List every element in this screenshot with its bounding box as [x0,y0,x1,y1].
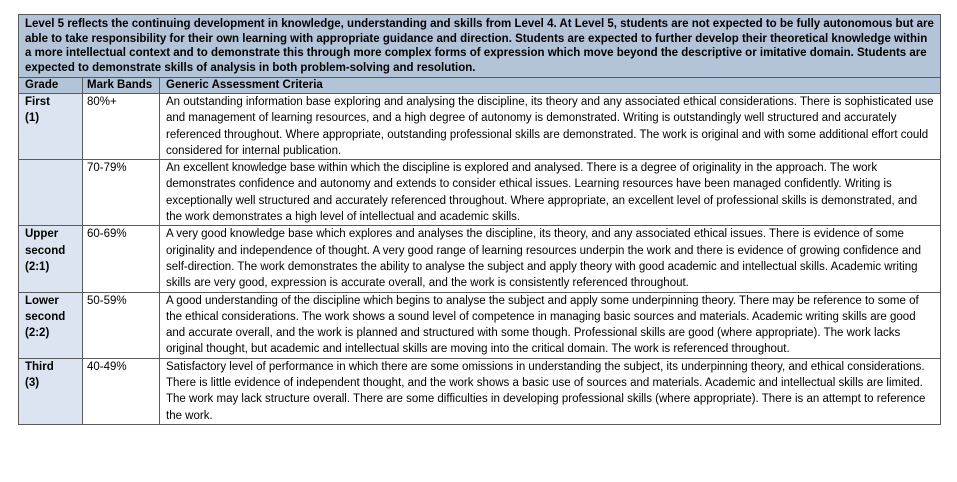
grade-cell [19,358,83,424]
grade-cell [19,93,83,159]
table-row [19,160,941,226]
criteria-text: A good understanding of the discipline which begins to analyse the subject and apply some underpinning theory. There may be reference to some of the ethical considerations. The work shows a sound level of competence in managing basic sources and materials. Academic writing skills are good and accurate overall, and the work is planned and structured with some though. Professional skills are good (where appropriate). The work lacks original thought, but academic and intellectual skills are moving into the critical domain. The work is referenced throughout. [160,292,941,358]
criteria-text: An excellent knowledge base within which the discipline is explored and analysed. There is a degree of originality in the approach. The work demonstrates confidence and autonomy and extends to consider ethical issues. Learning resources have been managed confidently. Writing is exceptionally well structured and accurately referenced throughout. Where appropriate, an excellent level of professional skills is demonstrated, and the work demonstrates a high level of intellectual and academic skills. [160,160,941,226]
header-row [19,78,941,94]
criteria-text: An outstanding information base exploring and analysing the discipline, its theory and any associated ethical considerations. There is sophisticated use and management of learning resources, and a high degree of autonomy is demonstrated. Writing is outstandingly well structured and accurately referenced throughout. Where appropriate, outstanding professional skills are demonstrated. The work is original and with some additional effort could considered for internal publication. [160,93,941,159]
grade-name: Third [25,360,54,373]
header-mark-bands: Mark Bands [83,78,160,94]
criteria-text: Satisfactory level of performance in which there are some omissions in understanding the subject, its underpinning theory, and ethical considerations. There is little evidence of independent thought, and the work shows a basic use of sources and materials. Academic and intellectual skills are limited. The work may lack structure overall. There are some difficulties in developing professional skills (where appropriate). There is an attempt to reference the work. [160,358,941,424]
criteria-text: A very good knowledge base which explores and analyses the discipline, its theory, and any associated ethical issues. There is evidence of some originality and independence of thought. A very good range of learning resources underpin the work and there is evidence of growing confidence and self-direction. The work demonstrates the ability to analyse the subject and apply theory with good academic and intellectual skills. Academic writing skills are very good, expression is accurate overall, and the work is consistently referenced throughout. [160,226,941,292]
mark-band: 50-59% [83,292,160,358]
table-row [19,358,941,424]
grade-name: Lower second [25,294,66,323]
table-row [19,226,941,292]
grade-code: (2:1) [25,260,50,273]
header-grade: Grade [19,78,83,94]
grade-cell [19,160,83,226]
grade-code: (3) [25,377,40,390]
grade-code: (2:2) [25,327,50,340]
assessment-criteria-document [18,14,940,425]
level-5-intro: Level 5 reflects the continuing development in knowledge, understanding and skills from Level 4. At Level 5, students are not expected to be fully autonomous but are able to take responsibility for their own learning with appropriate guidance and direction. Students are expected to further develop their theoretical knowledge within a more intellectual context and to demonstrate this through more complex forms of expression which move beyond the descriptive or imitative domain. Students are expected to demonstrate skills of analysis in both problem-solving and resolution. [19,15,941,78]
grade-cell [19,226,83,292]
table-row [19,292,941,358]
grade-name: First [25,95,50,108]
mark-band: 70-79% [83,160,160,226]
assessment-criteria-table [18,14,941,425]
grade-cell [19,292,83,358]
mark-band: 80%+ [83,93,160,159]
intro-row [19,15,941,78]
header-criteria: Generic Assessment Criteria [160,78,941,94]
mark-band: 60-69% [83,226,160,292]
grade-code: (1) [25,112,40,125]
grade-name: Upper second [25,228,66,257]
table-row [19,93,941,159]
mark-band: 40-49% [83,358,160,424]
